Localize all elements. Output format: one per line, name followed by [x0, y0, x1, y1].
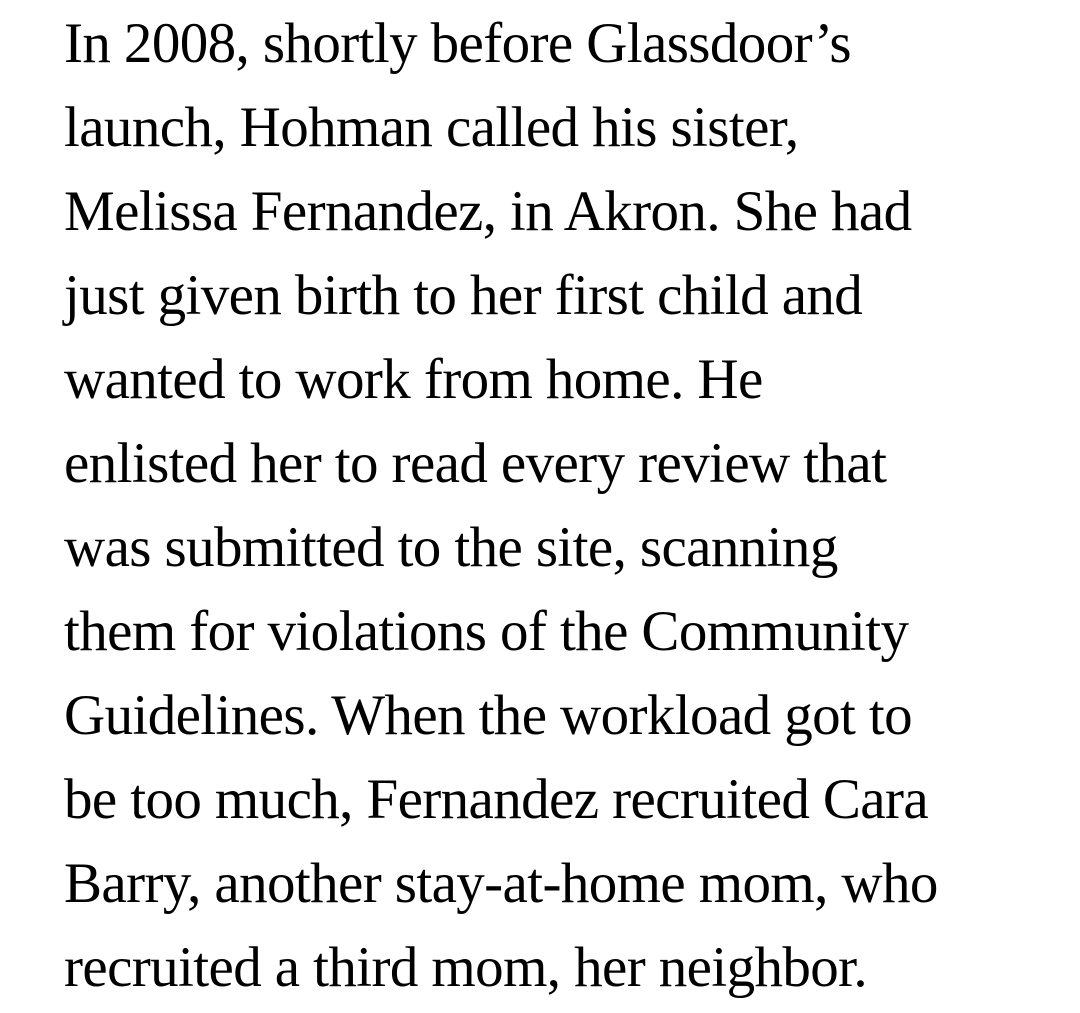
text-line: was submitted to the site, scanning	[64, 516, 838, 579]
text-line: be too much, Fernandez recruited Cara	[64, 768, 929, 831]
text-line: enlisted her to read every review that	[64, 432, 887, 495]
text-line: recruited a third mom, her neighbor.	[64, 936, 868, 999]
text-line: Barry, another stay-at-home mom, who	[64, 852, 938, 915]
text-line: Melissa Fernandez, in Akron. She had	[64, 180, 912, 243]
text-line: Guidelines. When the workload got to	[64, 684, 913, 747]
text-line: them for violations of the Community	[64, 600, 909, 663]
text-line: In 2008, shortly before Glassdoor’s	[64, 12, 851, 75]
text-line: launch, Hohman called his sister,	[64, 96, 799, 159]
text-line: just given birth to her first child and	[64, 264, 863, 327]
text-line: wanted to work from home. He	[64, 348, 763, 411]
